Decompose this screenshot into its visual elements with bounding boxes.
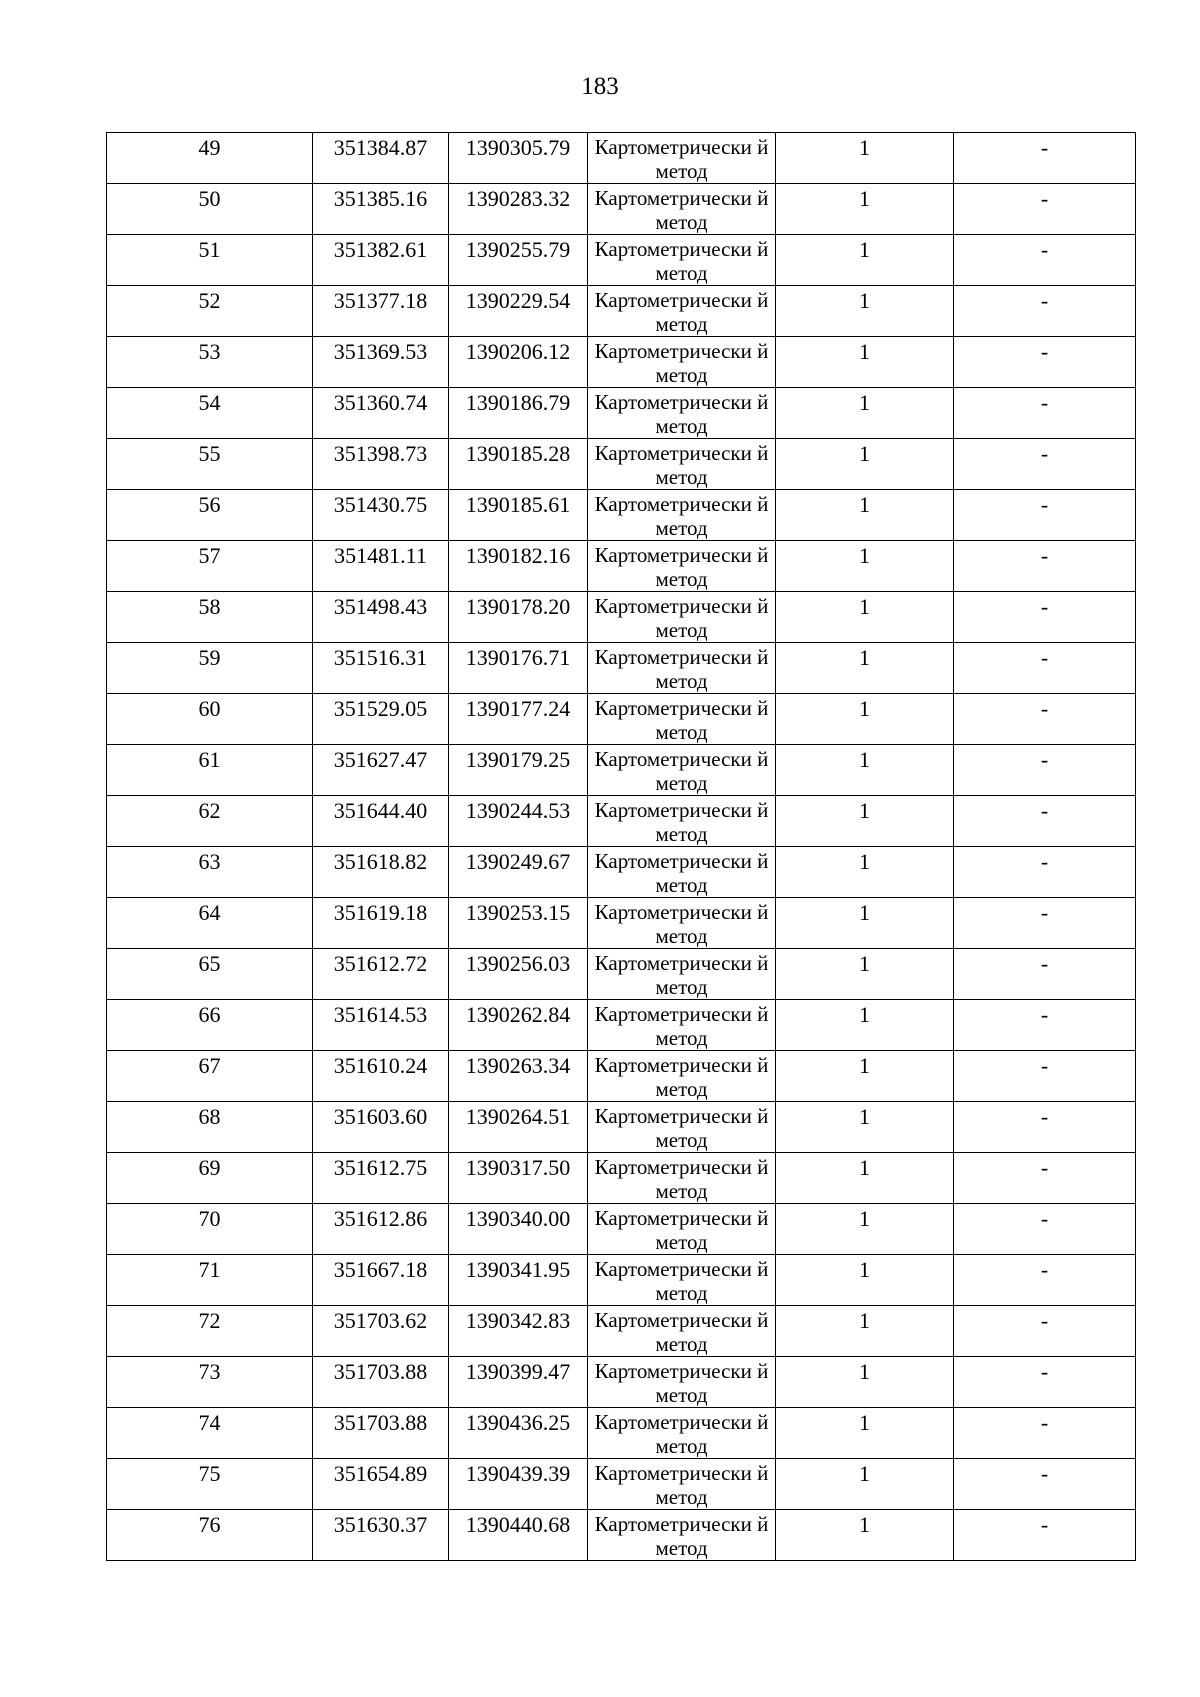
table-row xyxy=(107,847,1136,898)
x-coordinate-cell: 351627.47 xyxy=(313,745,449,796)
y-coordinate-cell: 1390244.53 xyxy=(449,796,588,847)
x-coordinate-cell: 351654.89 xyxy=(313,1459,449,1510)
method-cell: Картометрически й метод xyxy=(588,745,776,796)
accuracy-cell: 1 xyxy=(776,286,954,337)
x-coordinate-cell: 351610.24 xyxy=(313,1051,449,1102)
table-row xyxy=(107,898,1136,949)
accuracy-cell: 1 xyxy=(776,235,954,286)
description-cell: - xyxy=(954,388,1136,439)
method-cell: Картометрически й метод xyxy=(588,1000,776,1051)
x-coordinate-cell: 351382.61 xyxy=(313,235,449,286)
x-coordinate-cell: 351619.18 xyxy=(313,898,449,949)
table-row xyxy=(107,133,1136,184)
table-row xyxy=(107,184,1136,235)
point-number-cell: 69 xyxy=(107,1153,313,1204)
method-cell: Картометрически й метод xyxy=(588,337,776,388)
method-cell: Картометрически й метод xyxy=(588,1102,776,1153)
point-number-cell: 52 xyxy=(107,286,313,337)
method-cell: Картометрически й метод xyxy=(588,541,776,592)
method-cell: Картометрически й метод xyxy=(588,1510,776,1561)
description-cell: - xyxy=(954,643,1136,694)
table-row xyxy=(107,1306,1136,1357)
table-row xyxy=(107,745,1136,796)
accuracy-cell: 1 xyxy=(776,1051,954,1102)
y-coordinate-cell: 1390399.47 xyxy=(449,1357,588,1408)
accuracy-cell: 1 xyxy=(776,1408,954,1459)
point-number-cell: 58 xyxy=(107,592,313,643)
y-coordinate-cell: 1390176.71 xyxy=(449,643,588,694)
y-coordinate-cell: 1390262.84 xyxy=(449,1000,588,1051)
method-cell: Картометрически й метод xyxy=(588,439,776,490)
accuracy-cell: 1 xyxy=(776,337,954,388)
point-number-cell: 61 xyxy=(107,745,313,796)
table-row xyxy=(107,796,1136,847)
table-row xyxy=(107,1357,1136,1408)
y-coordinate-cell: 1390256.03 xyxy=(449,949,588,1000)
accuracy-cell: 1 xyxy=(776,439,954,490)
method-cell: Картометрически й метод xyxy=(588,643,776,694)
description-cell: - xyxy=(954,184,1136,235)
accuracy-cell: 1 xyxy=(776,388,954,439)
description-cell: - xyxy=(954,490,1136,541)
y-coordinate-cell: 1390341.95 xyxy=(449,1255,588,1306)
point-number-cell: 50 xyxy=(107,184,313,235)
description-cell: - xyxy=(954,439,1136,490)
method-cell: Картометрически й метод xyxy=(588,1204,776,1255)
x-coordinate-cell: 351529.05 xyxy=(313,694,449,745)
description-cell: - xyxy=(954,1153,1136,1204)
point-number-cell: 60 xyxy=(107,694,313,745)
table-row xyxy=(107,1000,1136,1051)
x-coordinate-cell: 351360.74 xyxy=(313,388,449,439)
y-coordinate-cell: 1390283.32 xyxy=(449,184,588,235)
method-cell: Картометрически й метод xyxy=(588,490,776,541)
description-cell: - xyxy=(954,1255,1136,1306)
description-cell: - xyxy=(954,1000,1136,1051)
method-cell: Картометрически й метод xyxy=(588,694,776,745)
table-row xyxy=(107,1510,1136,1561)
y-coordinate-cell: 1390185.28 xyxy=(449,439,588,490)
table-row xyxy=(107,949,1136,1000)
y-coordinate-cell: 1390186.79 xyxy=(449,388,588,439)
x-coordinate-cell: 351614.53 xyxy=(313,1000,449,1051)
method-cell: Картометрически й метод xyxy=(588,949,776,1000)
y-coordinate-cell: 1390178.20 xyxy=(449,592,588,643)
accuracy-cell: 1 xyxy=(776,1306,954,1357)
method-cell: Картометрически й метод xyxy=(588,1255,776,1306)
description-cell: - xyxy=(954,286,1136,337)
description-cell: - xyxy=(954,898,1136,949)
x-coordinate-cell: 351618.82 xyxy=(313,847,449,898)
description-cell: - xyxy=(954,1510,1136,1561)
x-coordinate-cell: 351369.53 xyxy=(313,337,449,388)
accuracy-cell: 1 xyxy=(776,1357,954,1408)
method-cell: Картометрически й метод xyxy=(588,235,776,286)
point-number-cell: 71 xyxy=(107,1255,313,1306)
table-row xyxy=(107,643,1136,694)
y-coordinate-cell: 1390185.61 xyxy=(449,490,588,541)
point-number-cell: 54 xyxy=(107,388,313,439)
x-coordinate-cell: 351430.75 xyxy=(313,490,449,541)
y-coordinate-cell: 1390305.79 xyxy=(449,133,588,184)
table-row xyxy=(107,592,1136,643)
point-number-cell: 76 xyxy=(107,1510,313,1561)
y-coordinate-cell: 1390436.25 xyxy=(449,1408,588,1459)
table-row xyxy=(107,1204,1136,1255)
description-cell: - xyxy=(954,1051,1136,1102)
table-row xyxy=(107,337,1136,388)
x-coordinate-cell: 351612.75 xyxy=(313,1153,449,1204)
accuracy-cell: 1 xyxy=(776,490,954,541)
point-number-cell: 67 xyxy=(107,1051,313,1102)
point-number-cell: 55 xyxy=(107,439,313,490)
point-number-cell: 59 xyxy=(107,643,313,694)
description-cell: - xyxy=(954,796,1136,847)
x-coordinate-cell: 351612.72 xyxy=(313,949,449,1000)
x-coordinate-cell: 351384.87 xyxy=(313,133,449,184)
y-coordinate-cell: 1390340.00 xyxy=(449,1204,588,1255)
table-row xyxy=(107,1051,1136,1102)
method-cell: Картометрически й метод xyxy=(588,847,776,898)
accuracy-cell: 1 xyxy=(776,847,954,898)
table-row xyxy=(107,388,1136,439)
x-coordinate-cell: 351667.18 xyxy=(313,1255,449,1306)
accuracy-cell: 1 xyxy=(776,184,954,235)
method-cell: Картометрически й метод xyxy=(588,1153,776,1204)
x-coordinate-cell: 351385.16 xyxy=(313,184,449,235)
x-coordinate-cell: 351703.88 xyxy=(313,1357,449,1408)
y-coordinate-cell: 1390255.79 xyxy=(449,235,588,286)
description-cell: - xyxy=(954,1102,1136,1153)
table-row xyxy=(107,1255,1136,1306)
accuracy-cell: 1 xyxy=(776,694,954,745)
description-cell: - xyxy=(954,1357,1136,1408)
accuracy-cell: 1 xyxy=(776,898,954,949)
y-coordinate-cell: 1390263.34 xyxy=(449,1051,588,1102)
accuracy-cell: 1 xyxy=(776,133,954,184)
method-cell: Картометрически й метод xyxy=(588,184,776,235)
point-number-cell: 51 xyxy=(107,235,313,286)
accuracy-cell: 1 xyxy=(776,1000,954,1051)
method-cell: Картометрически й метод xyxy=(588,1306,776,1357)
method-cell: Картометрически й метод xyxy=(588,796,776,847)
method-cell: Картометрически й метод xyxy=(588,133,776,184)
method-cell: Картометрически й метод xyxy=(588,898,776,949)
x-coordinate-cell: 351498.43 xyxy=(313,592,449,643)
point-number-cell: 72 xyxy=(107,1306,313,1357)
y-coordinate-cell: 1390249.67 xyxy=(449,847,588,898)
x-coordinate-cell: 351603.60 xyxy=(313,1102,449,1153)
x-coordinate-cell: 351703.88 xyxy=(313,1408,449,1459)
x-coordinate-cell: 351516.31 xyxy=(313,643,449,694)
x-coordinate-cell: 351612.86 xyxy=(313,1204,449,1255)
description-cell: - xyxy=(954,1408,1136,1459)
method-cell: Картометрически й метод xyxy=(588,1051,776,1102)
y-coordinate-cell: 1390439.39 xyxy=(449,1459,588,1510)
description-cell: - xyxy=(954,1459,1136,1510)
accuracy-cell: 1 xyxy=(776,1255,954,1306)
table-row xyxy=(107,1102,1136,1153)
y-coordinate-cell: 1390177.24 xyxy=(449,694,588,745)
accuracy-cell: 1 xyxy=(776,1510,954,1561)
accuracy-cell: 1 xyxy=(776,541,954,592)
table-row xyxy=(107,1459,1136,1510)
y-coordinate-cell: 1390264.51 xyxy=(449,1102,588,1153)
method-cell: Картометрически й метод xyxy=(588,1357,776,1408)
y-coordinate-cell: 1390342.83 xyxy=(449,1306,588,1357)
y-coordinate-cell: 1390182.16 xyxy=(449,541,588,592)
method-cell: Картометрически й метод xyxy=(588,1408,776,1459)
coordinates-table xyxy=(106,132,1136,1561)
description-cell: - xyxy=(954,592,1136,643)
x-coordinate-cell: 351630.37 xyxy=(313,1510,449,1561)
description-cell: - xyxy=(954,337,1136,388)
table-row xyxy=(107,439,1136,490)
point-number-cell: 74 xyxy=(107,1408,313,1459)
method-cell: Картометрически й метод xyxy=(588,388,776,439)
description-cell: - xyxy=(954,745,1136,796)
accuracy-cell: 1 xyxy=(776,592,954,643)
x-coordinate-cell: 351481.11 xyxy=(313,541,449,592)
description-cell: - xyxy=(954,847,1136,898)
accuracy-cell: 1 xyxy=(776,796,954,847)
point-number-cell: 62 xyxy=(107,796,313,847)
point-number-cell: 63 xyxy=(107,847,313,898)
description-cell: - xyxy=(954,1306,1136,1357)
accuracy-cell: 1 xyxy=(776,1102,954,1153)
description-cell: - xyxy=(954,1204,1136,1255)
x-coordinate-cell: 351377.18 xyxy=(313,286,449,337)
accuracy-cell: 1 xyxy=(776,1153,954,1204)
point-number-cell: 66 xyxy=(107,1000,313,1051)
table-row xyxy=(107,490,1136,541)
y-coordinate-cell: 1390179.25 xyxy=(449,745,588,796)
y-coordinate-cell: 1390229.54 xyxy=(449,286,588,337)
point-number-cell: 64 xyxy=(107,898,313,949)
point-number-cell: 53 xyxy=(107,337,313,388)
accuracy-cell: 1 xyxy=(776,745,954,796)
x-coordinate-cell: 351398.73 xyxy=(313,439,449,490)
point-number-cell: 57 xyxy=(107,541,313,592)
method-cell: Картометрически й метод xyxy=(588,286,776,337)
table-row xyxy=(107,235,1136,286)
y-coordinate-cell: 1390253.15 xyxy=(449,898,588,949)
description-cell: - xyxy=(954,133,1136,184)
y-coordinate-cell: 1390206.12 xyxy=(449,337,588,388)
accuracy-cell: 1 xyxy=(776,949,954,1000)
table-row xyxy=(107,1153,1136,1204)
x-coordinate-cell: 351703.62 xyxy=(313,1306,449,1357)
point-number-cell: 73 xyxy=(107,1357,313,1408)
description-cell: - xyxy=(954,949,1136,1000)
table-row xyxy=(107,694,1136,745)
method-cell: Картометрически й метод xyxy=(588,1459,776,1510)
description-cell: - xyxy=(954,694,1136,745)
table-row xyxy=(107,541,1136,592)
accuracy-cell: 1 xyxy=(776,1204,954,1255)
accuracy-cell: 1 xyxy=(776,643,954,694)
point-number-cell: 68 xyxy=(107,1102,313,1153)
point-number-cell: 56 xyxy=(107,490,313,541)
description-cell: - xyxy=(954,235,1136,286)
method-cell: Картометрически й метод xyxy=(588,592,776,643)
point-number-cell: 49 xyxy=(107,133,313,184)
y-coordinate-cell: 1390440.68 xyxy=(449,1510,588,1561)
accuracy-cell: 1 xyxy=(776,1459,954,1510)
x-coordinate-cell: 351644.40 xyxy=(313,796,449,847)
point-number-cell: 75 xyxy=(107,1459,313,1510)
point-number-cell: 70 xyxy=(107,1204,313,1255)
table-row xyxy=(107,1408,1136,1459)
description-cell: - xyxy=(954,541,1136,592)
point-number-cell: 65 xyxy=(107,949,313,1000)
y-coordinate-cell: 1390317.50 xyxy=(449,1153,588,1204)
coordinates-table-body xyxy=(107,133,1136,1561)
page-number: 183 xyxy=(581,73,619,100)
table-row xyxy=(107,286,1136,337)
